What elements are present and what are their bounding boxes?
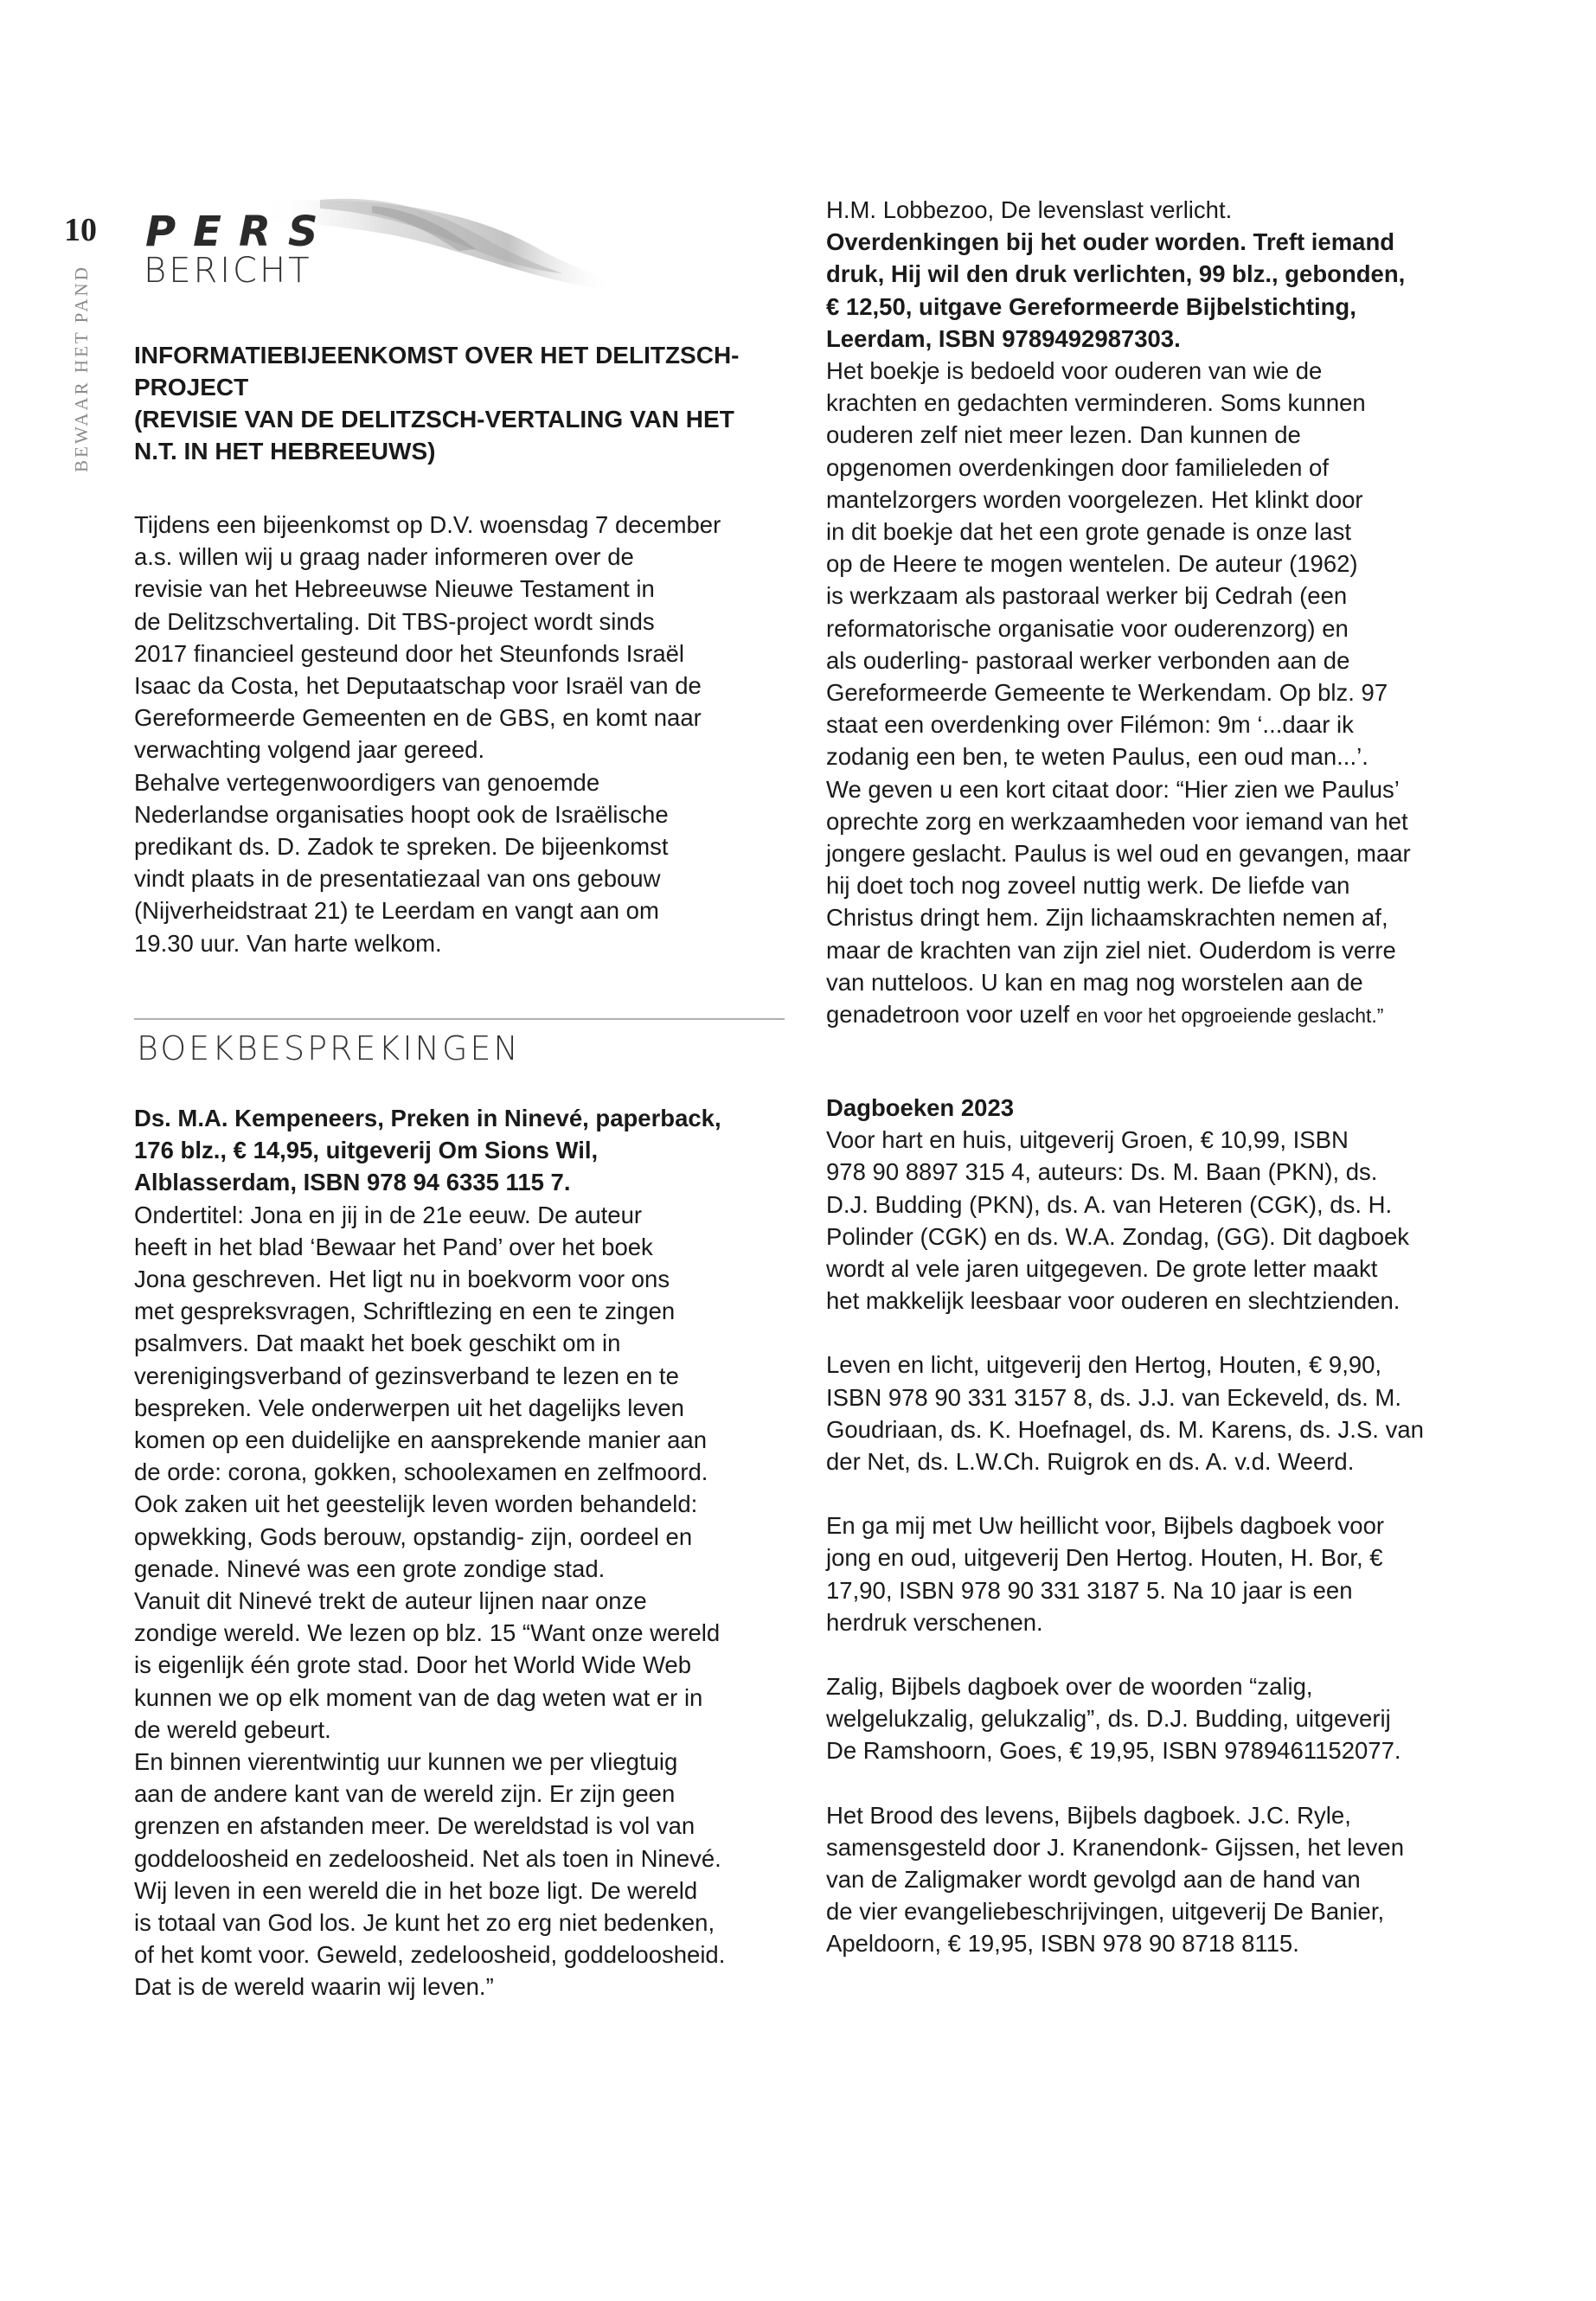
review-line: opgenomen overdenkingen door familieleden of [826,453,1329,481]
review-line: mantelzorgers worden voorgelezen. Het klinkt door [826,485,1363,513]
body-line: Nederlandse organisaties hoopt ook de Israëlische [134,800,669,828]
review-line: reformatorische organisatie voor ouderenzorg) en [826,614,1349,642]
masthead-pers: PERS [145,208,336,256]
dagboek-line: welgelukzalig, gelukzalig”, ds. D.J. Budding, uitgeverij [826,1705,1391,1733]
side-tag: BEWAAR HET PAND [71,265,92,472]
body-line: de Delitzschvertaling. Dit TBS-project wordt sinds [134,607,655,635]
body-line: (Nijverheidstraat 21) te Leerdam en vangt aan om [134,897,659,925]
title-line: (REVISIE VAN DE DELITZSCH-VERTALING VAN HET [134,406,734,433]
dagboek-line: En ga mij met Uw heillicht voor, Bijbels dagboek voor [826,1512,1385,1540]
section-divider [134,1018,785,1020]
review-line: ouderen zelf niet meer lezen. Dan kunnen de [826,421,1301,449]
dagboek-line: de vier evangeliebeschrijvingen, uitgeverij De Banier, [826,1898,1385,1926]
body-line: verwachting volgend jaar gereed. [134,736,485,764]
review-line: psalmvers. Dat maakt het boek geschikt om in [134,1330,621,1357]
review-last-small: en voor het opgroeiende geslacht.” [1075,1004,1384,1028]
review-title-line: H.M. Lobbezoo, De levenslast verlicht. [826,196,1233,223]
body-line: Behalve vertegenwoordigers van genoemde [134,768,600,796]
dagboek-line: herdruk verschenen. [826,1608,1043,1636]
review-line: genade. Ninevé was een grote zondige stad. [134,1554,606,1582]
review-line: met gespreksvragen, Schriftlezing en een te zingen [134,1298,676,1325]
title-line: INFORMATIEBIJEENKOMST OVER HET DELITZSCH- [134,342,740,369]
review-line: Wij leven in een wereld die in het boze ligt. De wereld [134,1876,698,1904]
dagboek-line: Polinder (CGK) en ds. W.A. Zondag, (GG). Dit dagboek [826,1222,1410,1250]
dagboek-line: De Ramshoorn, Goes, € 19,95, ISBN 9789461152077. [826,1737,1401,1765]
review-line: Jona geschreven. Het ligt nu in boekvorm voor ons [134,1266,670,1293]
dagboek-line: D.J. Budding (PKN), ds. A. van Heteren (CGK), ds. H. [826,1190,1393,1218]
body-line: vindt plaats in de presentatiezaal van ons gebouw [134,865,661,893]
section-heading: BOEKBESPREKINGEN [137,1029,521,1067]
body-line: 19.30 uur. Van harte welkom. [134,929,442,957]
dagboek-line: Goudriaan, ds. K. Hoefnagel, ds. M. Karens, ds. J.S. van [826,1415,1424,1443]
review-line: Ondertitel: Jona en jij in de 21e eeuw. De auteur [134,1201,643,1228]
body-line: a.s. willen wij u graag nader informeren over de [134,543,634,571]
review-line: komen op een duidelijke en aansprekende manier aan [134,1426,707,1454]
review-line: heeft in het blad ‘Bewaar het Pand’ over het boek [134,1233,653,1260]
dagboeken-heading: Dagboeken 2023 [826,1094,1015,1121]
review-line: aan de andere kant van de wereld zijn. Er zijn geen [134,1780,676,1808]
review-line: is eigenlijk één grote stad. Door het World Wide Web [134,1651,692,1679]
dagboek-line: Apeldoorn, € 19,95, ISBN 978 90 8718 8115. [826,1930,1299,1958]
review-line: oprechte zorg en werkzaamheden voor iemand van het [826,807,1408,835]
dagboek-line: ISBN 978 90 331 3157 8, ds. J.J. van Eckeveld, ds. M. [826,1383,1401,1411]
review-line: Ook zaken uit het geestelijk leven worden behandeld: [134,1490,698,1518]
review-line: Christus dringt hem. Zijn lichaamskrachten nemen af, [826,904,1388,932]
dagboek-line: Voor hart en huis, uitgeverij Groen, € 10,99, ISBN [826,1126,1349,1154]
review-line: Gereformeerde Gemeente te Werkendam. Op blz. 97 [826,679,1388,707]
review-line: in dit boekje dat het een grote genade is onze last [826,518,1351,546]
review-line: hij doet toch nog zoveel nuttig werk. De liefde van [826,872,1350,900]
review-line: Dat is de wereld waarin wij leven.” [134,1973,494,2001]
dagboek-entry-zalig [826,1670,1484,1767]
body-line: revisie van het Hebreeuwse Nieuwe Testament in [134,575,655,603]
review-line: zodanig een ben, te weten Paulus, een oud man...’. [826,743,1368,771]
dagboek-line: 978 90 8897 315 4, auteurs: Ds. M. Baan (PKN), ds. [826,1158,1378,1186]
masthead [130,195,614,291]
review-line: zondige wereld. We lezen op blz. 15 “Want onze wereld [134,1619,721,1647]
body-line: Gereformeerde Gemeenten en de GBS, en komt naar [134,704,702,732]
review-title-line: 176 blz., € 14,95, uitgeverij Om Sions Wil, [134,1137,599,1164]
dagboek-line: der Net, ds. L.W.Ch. Ruigrok en ds. A. v.d. Weerd. [826,1448,1355,1476]
review-title-line: Leerdam, ISBN 9789492987303. [826,324,1181,352]
body-line: predikant ds. D. Zadok te spreken. De bijeenkomst [134,833,669,861]
dagboek-line: van de Zaligmaker wordt gevolgd aan de hand van [826,1866,1361,1894]
review-kempeneers [134,1102,792,2003]
review-line: opwekking, Gods berouw, opstandig- zijn, oordeel en [134,1522,693,1550]
review-line: staat een overdenking over Filémon: 9m ‘...daar ik [826,711,1354,739]
dagboek-line: samensgesteld door J. Kranendonk- Gijssen, het leven [826,1833,1405,1861]
review-line: de orde: corona, gokken, schoolexamen en zelfmoord. [134,1458,708,1486]
review-line: kunnen we op elk moment van de dag weten wat er in [134,1683,703,1711]
review-title-line: Ds. M.A. Kempeneers, Preken in Ninevé, paperback, [134,1105,721,1131]
review-title-line: Overdenkingen bij het ouder worden. Treft iemand [826,228,1395,256]
review-line: We geven u een kort citaat door: “Hier zien we Paulus’ [826,775,1400,803]
dagboek-entry-groen [826,1124,1484,1317]
dagboek-entry-heillicht [826,1509,1484,1638]
dagboek-entry-brood-des-levens [826,1799,1484,1960]
review-last-line [826,998,1484,1032]
review-line: Het boekje is bedoeld voor ouderen van wie de [826,357,1323,385]
review-line: de wereld gebeurt. [134,1715,331,1743]
review-line: verenigingsverband of gezinsverband te lezen en te [134,1362,679,1389]
page-number: 10 [64,212,97,248]
dagboek-line: Het Brood des levens, Bijbels dagboek. J.C. Ryle, [826,1801,1351,1829]
dagboek-line: Zalig, Bijbels dagboek over de woorden “zalig, [826,1673,1313,1701]
review-line: Vanuit dit Ninevé trekt de auteur lijnen naar onze [134,1587,647,1615]
review-title-line: Alblasserdam, ISBN 978 94 6335 115 7. [134,1169,571,1196]
masthead-bericht: BERICHT [144,251,312,291]
review-line: jongere geslacht. Paulus is wel oud en gevangen, maar [826,840,1411,868]
press-release-title [134,339,792,467]
dagboek-line: Leven en licht, uitgeverij den Hertog, Houten, € 9,90, [826,1351,1382,1379]
dagboeken-section [826,1092,1484,1960]
review-line: is totaal van God los. Je kunt het zo erg niet bedenken, [134,1909,715,1937]
review-line: of het komt voor. Geweld, zedeloosheid, goddeloosheid. [134,1941,726,1969]
review-line: bespreken. Vele onderwerpen uit het dagelijks leven [134,1394,684,1421]
dagboek-line: 17,90, ISBN 978 90 331 3187 5. Na 10 jaar is een [826,1576,1353,1604]
review-line: op de Heere te mogen wentelen. De auteur (1962) [826,550,1358,578]
review-line: krachten en gedachten verminderen. Soms kunnen [826,389,1366,417]
title-line: N.T. IN HET HEBREEUWS) [134,438,436,465]
dagboek-entry-leven-en-licht [826,1349,1484,1477]
dagboek-line: wordt al vele jaren uitgegeven. De grote letter maakt [826,1255,1378,1283]
review-line: maar de krachten van zijn ziel niet. Ouderdom is verre [826,936,1396,964]
review-title-line: € 12,50, uitgave Gereformeerde Bijbelstichting, [826,292,1356,320]
review-line: is werkzaam als pastoraal werker bij Cedrah (een [826,582,1348,610]
body-line: Tijdens een bijeenkomst op D.V. woensdag 7 december [134,511,721,538]
review-line: goddeloosheid en zedeloosheid. Net als toen in Ninevé. [134,1844,721,1872]
review-lobbezoo [826,194,1484,1032]
press-release-body [134,509,792,959]
body-line: 2017 financieel gesteund door het Steunfonds Israël [134,639,685,667]
review-last-main: genadetroon voor uzelf [826,1001,1076,1029]
dagboek-line: het makkelijk leesbaar voor ouderen en slechtzienden. [826,1287,1401,1315]
review-title-line: druk, Hij wil den druk verlichten, 99 blz., gebonden, [826,260,1406,288]
review-line: van nutteloos. U kan en mag nog worstelen aan de [826,968,1363,996]
review-line: En binnen vierentwintig uur kunnen we per vliegtuig [134,1748,678,1776]
dagboek-line: jong en oud, uitgeverij Den Hertog. Houten, H. Bor, € [826,1544,1383,1572]
review-line: grenzen en afstanden meer. De wereldstad is vol van [134,1812,695,1840]
review-line: als ouderling- pastoraal werker verbonden aan de [826,646,1350,674]
body-line: Isaac da Costa, het Deputaatschap voor Israël van de [134,672,702,700]
title-line: PROJECT [134,374,249,401]
